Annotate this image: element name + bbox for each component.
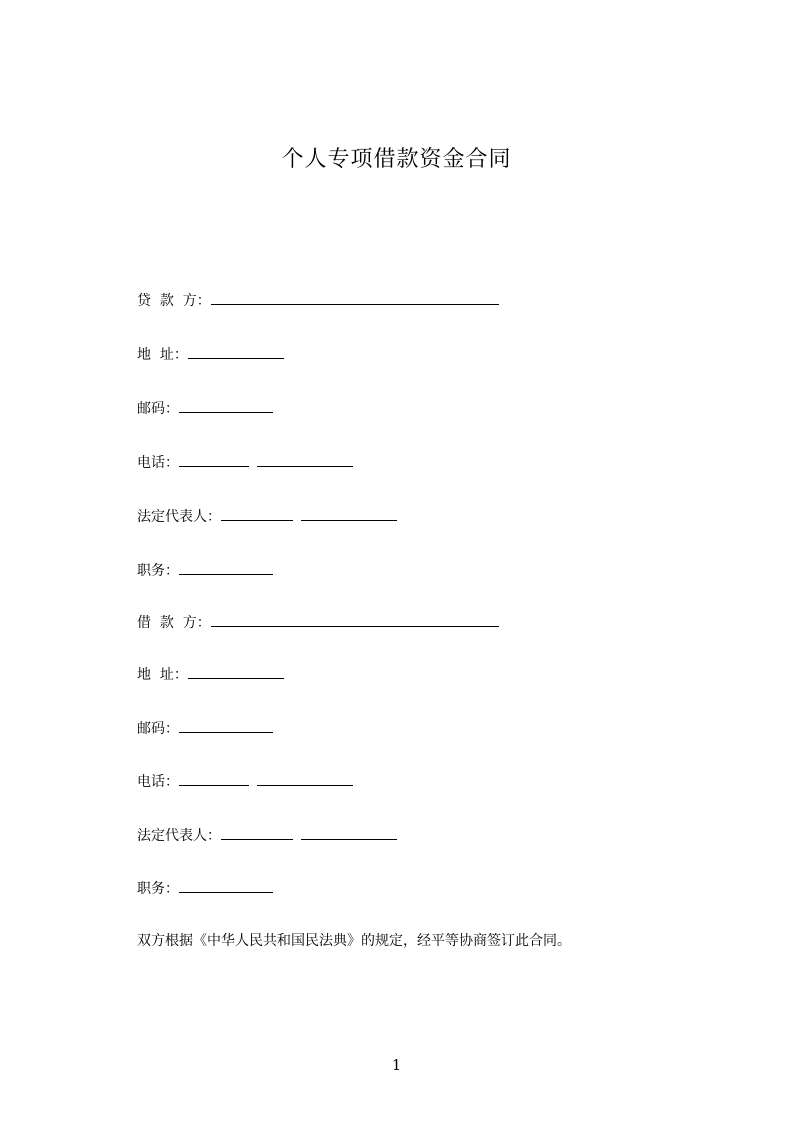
page-number: 1 xyxy=(391,1056,402,1074)
lender-legal-rep-row xyxy=(137,506,397,526)
borrower-address-label: 地 址： xyxy=(137,667,188,683)
borrower-legal-rep-blank-2 xyxy=(301,825,397,840)
borrower-legal-rep-label: 法定代表人： xyxy=(137,828,221,844)
lender-phone-blank-1 xyxy=(179,452,249,467)
lender-postcode-blank xyxy=(179,398,273,413)
lender-phone-row xyxy=(137,452,353,472)
lender-name-label: 贷 款 方： xyxy=(137,293,211,309)
page-title: 个人专项借款资金合同 xyxy=(281,147,512,172)
borrower-postcode-label: 邮码： xyxy=(137,721,179,737)
lender-address-blank xyxy=(188,344,284,359)
borrower-name-blank xyxy=(211,612,499,627)
lender-legal-rep-blank-2 xyxy=(301,506,397,521)
borrower-position-blank xyxy=(179,878,273,893)
borrower-postcode-blank xyxy=(179,718,273,733)
borrower-position-row xyxy=(137,878,273,898)
lender-name-row xyxy=(137,290,499,310)
borrower-phone-blank-2 xyxy=(257,771,353,786)
borrower-legal-rep-blank-1 xyxy=(221,825,293,840)
lender-postcode-row xyxy=(137,398,273,418)
lender-address-label: 地 址： xyxy=(137,347,188,363)
lender-name-blank xyxy=(211,290,499,305)
borrower-name-label: 借 款 方： xyxy=(137,615,211,631)
lender-phone-label: 电话： xyxy=(137,455,179,471)
borrower-position-label: 职务： xyxy=(137,881,179,897)
lender-position-label: 职务： xyxy=(137,563,179,579)
lender-address-row xyxy=(137,344,284,364)
borrower-address-blank xyxy=(188,664,284,679)
lender-postcode-label: 邮码： xyxy=(137,401,179,417)
borrower-postcode-row xyxy=(137,718,273,738)
lender-phone-blank-2 xyxy=(257,452,353,467)
borrower-phone-blank-1 xyxy=(179,771,249,786)
borrower-address-row xyxy=(137,664,284,684)
borrower-phone-label: 电话： xyxy=(137,774,179,790)
lender-position-row xyxy=(137,560,273,580)
lender-position-blank xyxy=(179,560,273,575)
lender-legal-rep-label: 法定代表人： xyxy=(137,509,221,525)
borrower-legal-rep-row xyxy=(137,825,397,845)
lender-legal-rep-blank-1 xyxy=(221,506,293,521)
contract-statement: 双方根据《中华人民共和国民法典》的规定，经平等协商签订此合同。 xyxy=(137,933,571,949)
borrower-name-row xyxy=(137,612,499,632)
borrower-phone-row xyxy=(137,771,353,791)
